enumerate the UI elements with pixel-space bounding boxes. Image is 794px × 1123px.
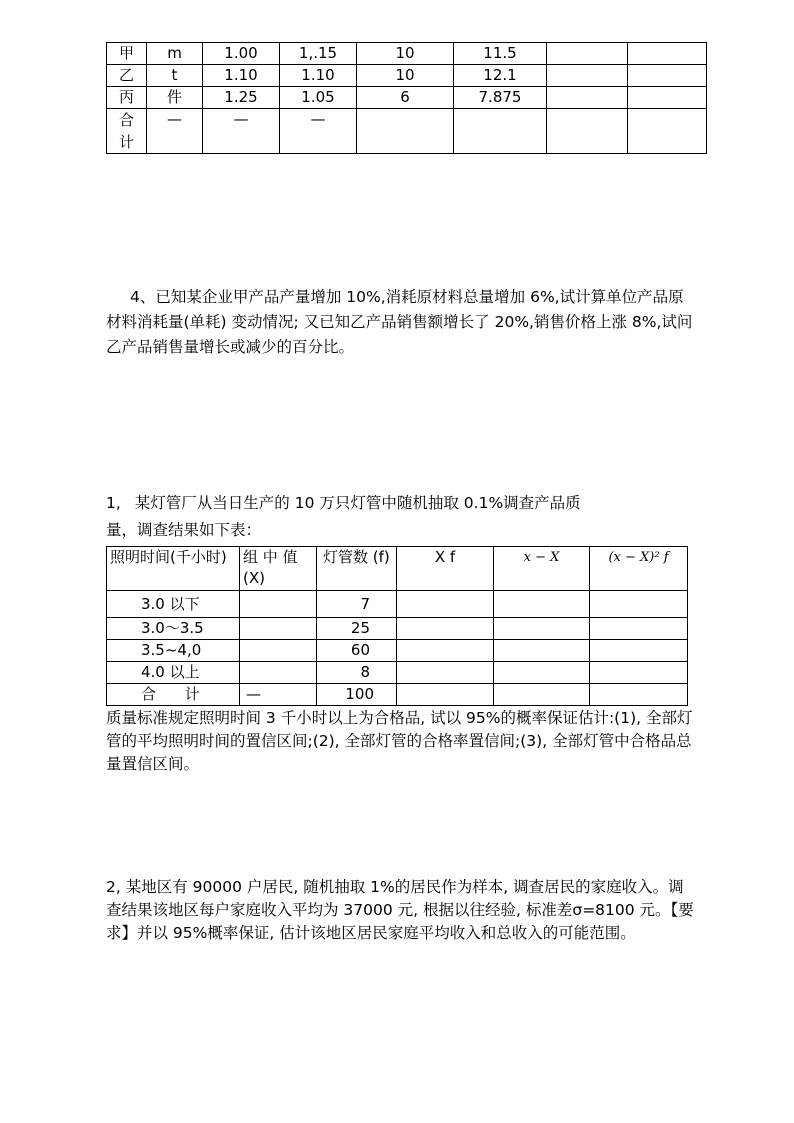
- table-cell: [494, 662, 590, 684]
- table-cell: [357, 109, 454, 154]
- table-cell: 1,.15: [280, 43, 357, 65]
- table-cell: [240, 618, 317, 640]
- header-cell: 照明时间(千小时): [107, 547, 240, 591]
- table-row: [107, 618, 688, 640]
- table-cell: 合 计: [107, 684, 240, 706]
- table-cell: 8: [317, 662, 397, 684]
- table-cell: [494, 640, 590, 662]
- table-cell: —: [240, 684, 317, 706]
- total-label-line1: 合: [118, 111, 134, 129]
- table-cell: 1.00: [203, 43, 280, 65]
- header-cell: 灯管数 (f): [317, 547, 397, 591]
- table-cell: 1.05: [280, 87, 357, 109]
- table-cell: [454, 109, 547, 154]
- question-1-number: 1,: [106, 494, 121, 512]
- table-cell: [590, 640, 688, 662]
- question-1-text: 某灯管厂从当日生产的 10 万只灯管中随机抽取 0.1%调查产品质: [134, 494, 581, 512]
- table-cell: 丙: [107, 87, 147, 109]
- table-cell: 25: [317, 618, 397, 640]
- table-cell: [628, 65, 707, 87]
- table-cell: [397, 591, 494, 618]
- lamp-table: [106, 546, 688, 706]
- header-cell: (x − X)² f: [590, 547, 688, 591]
- table-cell: [494, 618, 590, 640]
- table-cell: —: [280, 109, 357, 154]
- total-label-line2: 计: [118, 133, 134, 151]
- table-cell: [628, 43, 707, 65]
- table-cell: [240, 591, 317, 618]
- table-cell: [397, 640, 494, 662]
- question-1-line1: [106, 491, 696, 516]
- table-cell: —: [147, 109, 203, 154]
- table-cell: 3.0 以下: [107, 591, 240, 618]
- table-cell: 甲: [107, 43, 147, 65]
- problem-4-text: 4、已知某企业甲产品产量增加 10%,消耗原材料总量增加 6%,试计算单位产品原材料消耗量(单耗) 变动情况; 又已知乙产品销售额增长了 20%,销售价格上涨 8%,试问乙产品销售量增长或减少的百分比。: [106, 288, 693, 356]
- table-cell: 件: [147, 87, 203, 109]
- table-cell: 12.1: [454, 65, 547, 87]
- question-2-text: 2, 某地区有 90000 户居民, 随机抽取 1%的居民作为样本, 调查居民的家庭收入。调查结果该地区每户家庭收入平均为 37000 元, 根据以往经验, 标准差σ=8100 元。【要求】并以 95%概率保证, 估计该地区居民家庭平均收入和总收入的可能范围。: [106, 878, 694, 942]
- table-total-row: [107, 109, 707, 154]
- table-row: [107, 662, 688, 684]
- table-cell: [494, 684, 590, 706]
- table-cell: 乙: [107, 65, 147, 87]
- table-cell: [628, 109, 707, 154]
- table-cell: [397, 662, 494, 684]
- product-table: [106, 42, 707, 154]
- table-row: [107, 43, 707, 65]
- table-header-row: [107, 547, 688, 591]
- table-cell: [547, 109, 628, 154]
- question-1-body: 质量标准规定照明时间 3 千小时以上为合格品, 试以 95%的概率保证估计:(1), 全部灯管的平均照明时间的置信区间;(2), 全部灯管的合格率置信间;(3), 全部灯管中合格品总量置信区间。: [106, 709, 693, 773]
- table-cell: 1.10: [280, 65, 357, 87]
- question-1-line2: 量，调查结果如下表：: [106, 521, 262, 539]
- table-cell: [590, 662, 688, 684]
- table-cell: 3.5~4,0: [107, 640, 240, 662]
- table-cell: t: [147, 65, 203, 87]
- table-cell: 1.25: [203, 87, 280, 109]
- table-cell: [494, 591, 590, 618]
- table-cell: 4.0 以上: [107, 662, 240, 684]
- table-cell: m: [147, 43, 203, 65]
- table-row: [107, 591, 688, 618]
- table-cell: 100: [317, 684, 397, 706]
- table-row: [107, 87, 707, 109]
- table-row: [107, 640, 688, 662]
- table-cell: 7: [317, 591, 397, 618]
- table-cell: —: [203, 109, 280, 154]
- table-cell: [107, 109, 147, 154]
- table-cell: [547, 87, 628, 109]
- table-cell: 6: [357, 87, 454, 109]
- table-cell: 10: [357, 43, 454, 65]
- table-cell: 7.875: [454, 87, 547, 109]
- table-cell: 1.10: [203, 65, 280, 87]
- table-cell: [590, 591, 688, 618]
- table-total-row: [107, 684, 688, 706]
- table-cell: [240, 662, 317, 684]
- table-cell: [590, 618, 688, 640]
- header-cell: 组 中 值 (X): [240, 547, 317, 591]
- table-row: [107, 65, 707, 87]
- table-cell: [628, 87, 707, 109]
- table-cell: [547, 43, 628, 65]
- table-cell: [590, 684, 688, 706]
- header-cell: X f: [397, 547, 494, 591]
- table-cell: 11.5: [454, 43, 547, 65]
- table-cell: 60: [317, 640, 397, 662]
- table-cell: 3.0～3.5: [107, 618, 240, 640]
- table-cell: [240, 640, 317, 662]
- table-cell: [397, 618, 494, 640]
- table-cell: [397, 684, 494, 706]
- table-cell: [547, 65, 628, 87]
- table-cell: 10: [357, 65, 454, 87]
- header-cell: x − X: [494, 547, 590, 591]
